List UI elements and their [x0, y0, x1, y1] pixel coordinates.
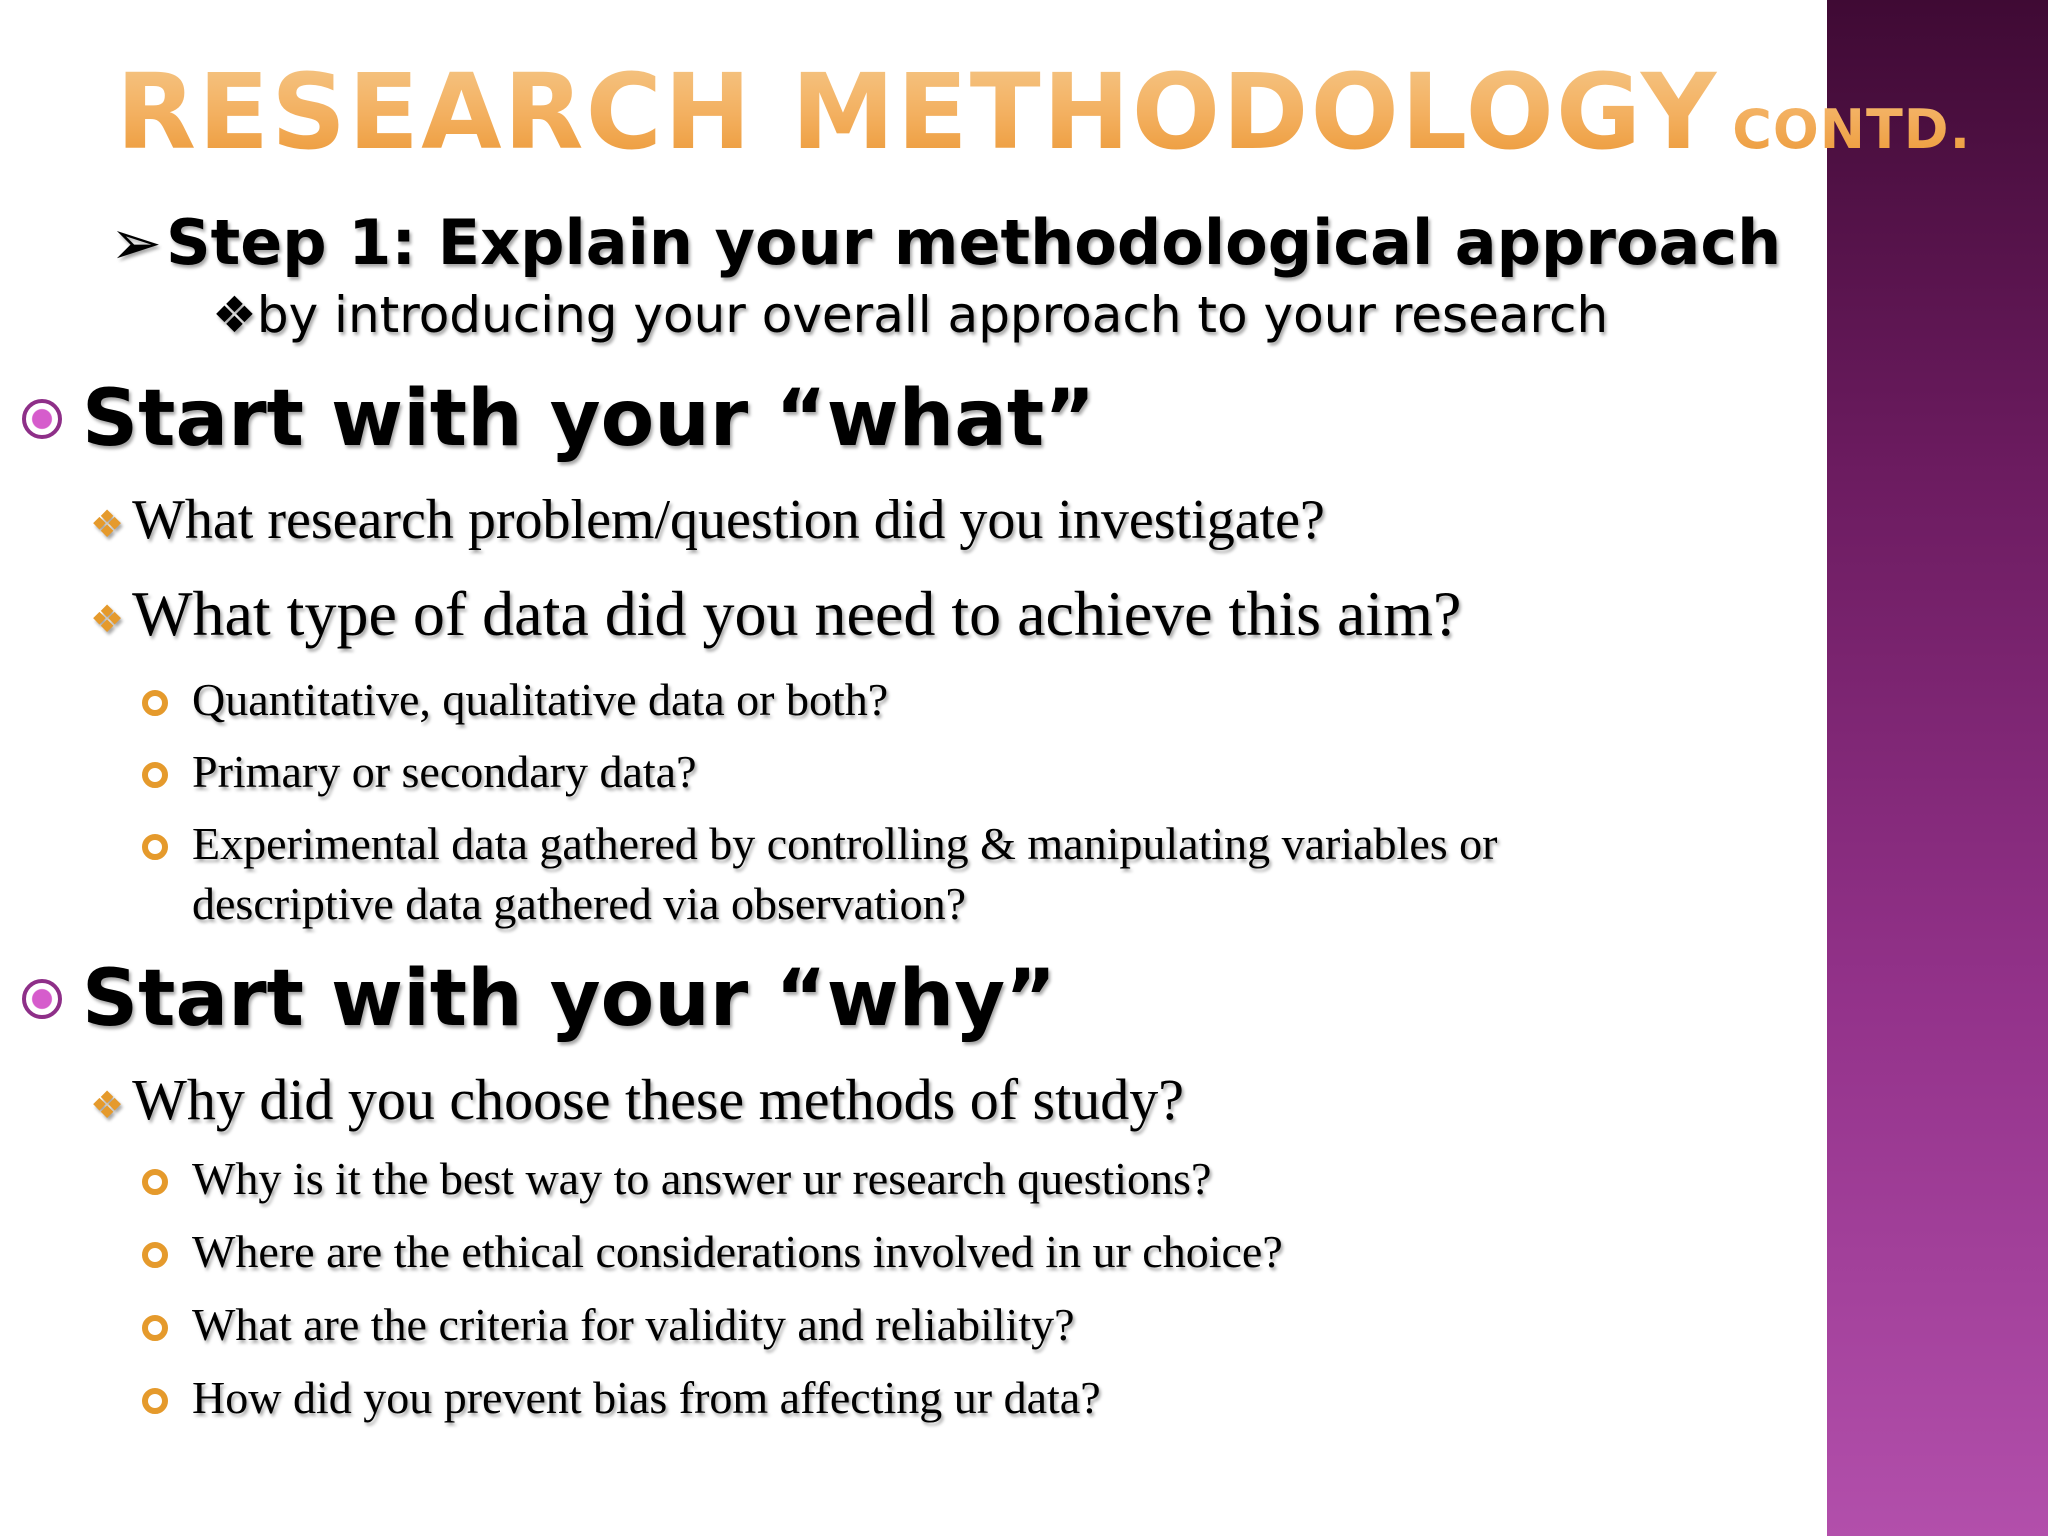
list-item [90, 1066, 1184, 1140]
sub-list-item-text: What are the criteria for validity and reliability? [192, 1299, 1075, 1350]
slide-title [116, 52, 1971, 190]
list-item-text: What research problem/question did you investigate? [132, 489, 1325, 551]
circle-bullet-icon [142, 762, 168, 788]
sub-list-item-text: Quantitative, qualitative data or both? [192, 674, 889, 725]
step-subline [212, 285, 1608, 345]
sub-list-item [142, 816, 1742, 872]
section-heading-why [22, 953, 1056, 1045]
sub-list-item-text: Why is it the best way to answer ur research questions? [192, 1153, 1212, 1204]
sub-list-item [142, 744, 1742, 800]
diamond-bullet-icon: ❖ [212, 286, 257, 344]
step-sub-text: by introducing your overall approach to your research [256, 286, 1609, 344]
diamond-bullet-icon: ❖ [90, 504, 125, 547]
sub-list-item-continuation [142, 876, 1742, 932]
section-heading-text: Start with your “why” [82, 954, 1057, 1044]
arrow-bullet-icon: ➢ [110, 206, 162, 279]
sub-list-item-text: Where are the ethical considerations involved in ur choice? [192, 1226, 1283, 1277]
side-decorative-panel [1827, 0, 2048, 1536]
list-item [90, 577, 1461, 657]
title-suffix: CONTD. [1732, 98, 1972, 161]
circle-bullet-icon [142, 1242, 168, 1268]
sub-list-item-text: Experimental data gathered by controlling & manipulating variables or [192, 818, 1498, 869]
sub-list-item [142, 1370, 1742, 1426]
circle-bullet-icon [142, 1315, 168, 1341]
circle-bullet-icon [142, 1388, 168, 1414]
sub-list-item [142, 1297, 1742, 1353]
sub-list-item-text: How did you prevent bias from affecting ur data? [192, 1372, 1101, 1423]
step-text: Step 1: Explain your methodological approach [165, 206, 1782, 279]
circle-bullet-icon [22, 399, 62, 439]
sub-list-item [142, 672, 1742, 728]
list-item-text: What type of data did you need to achieve this aim? [132, 578, 1462, 649]
sub-list-item [142, 1151, 1742, 1207]
circle-bullet-icon [142, 1169, 168, 1195]
step-line [110, 205, 1781, 281]
diamond-bullet-icon: ❖ [90, 599, 125, 642]
sub-list-item-text: Primary or secondary data? [192, 746, 697, 797]
circle-bullet-icon [142, 690, 168, 716]
section-heading-what [22, 373, 1095, 465]
diamond-bullet-icon: ❖ [90, 1084, 125, 1127]
title-main: RESEARCH METHODOLOGY [116, 51, 1719, 173]
list-item [90, 487, 1325, 558]
sub-list-item-text: descriptive data gathered via observation? [192, 878, 967, 929]
section-heading-text: Start with your “what” [82, 374, 1096, 464]
circle-bullet-icon [22, 979, 62, 1019]
sub-list-item [142, 1224, 1742, 1280]
list-item-text: Why did you choose these methods of study? [132, 1067, 1184, 1132]
circle-bullet-icon [142, 834, 168, 860]
